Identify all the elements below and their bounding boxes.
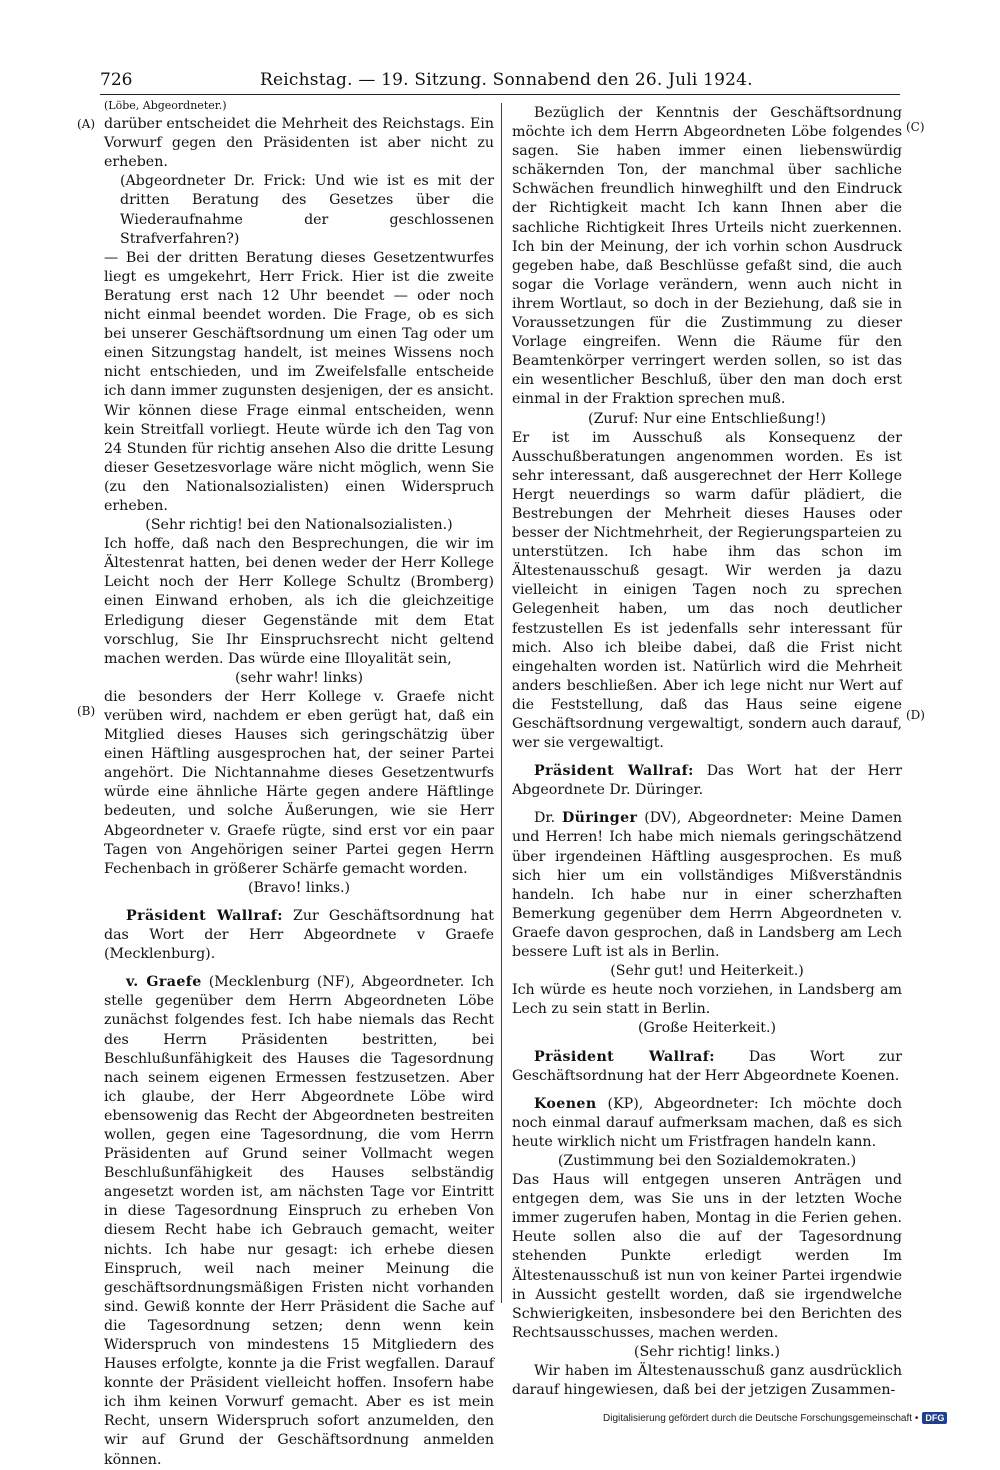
reaction: (Große Heiterkeit.) <box>637 1020 777 1037</box>
reaction: (Bravo! links.) <box>247 879 351 896</box>
speaker-name: Präsident Wallraf: <box>534 1048 715 1065</box>
speech <box>104 973 494 1469</box>
statement-text: Das Wort hat der Herr Abgeordnete Dr. Düringer. <box>512 763 902 799</box>
speaker-name: Präsident Wallraf: <box>534 763 694 780</box>
speech <box>512 809 902 962</box>
speaker-intro: (Mecklenburg (NF), Abgeordneter. <box>208 974 465 991</box>
column-divider <box>501 103 502 1303</box>
paragraph: — Bei der dritten Beratung dieses Gesetzentwurfes liegt es umgekehrt, Herr Frick. Hier ist die zweite Beratung erst nach 12 Uhr beendet — oder noch nicht einmal beendet worden. Die Frage, ob es sich bei unserer Geschäftsordnung um einen Tag oder um einen Sitzungstag handelt, ist meines Wissens noch nicht entschieden, und im Zweifelsfalle entscheide ich dann immer zugunsten desjenigen, der es ansicht. Wir können diese Frage einmal entscheiden, wenn kein Streitfall vorliegt. Heute würde ich den Tag von 24 Stunden für richtig ansehen Also die dritte Lesung dieser Gesetzesvorlage wäre nicht möglich, wenn Sie (zu den Nationalsozialisten) einen Widerspruch erheben. <box>104 249 494 514</box>
speech-text: Ich möchte doch noch einmal darauf aufmerksam machen, daß es sich heute wirklich nicht um Fristfragen handeln kann. <box>512 1095 903 1150</box>
reaction: (Zustimmung bei den Sozialdemokraten.) <box>557 1152 857 1169</box>
speaker-tag: (Löbe, Abgeordneter.) <box>104 99 227 112</box>
speech-text: Meine Damen und Herren! Ich habe mich niemals geringschätzend über irgendeinen Häftling ausgesprochen. Es muß sich hier um ein vollständiges Mißverständnis handeln. Ich habe nur in einer scherzhaften Bemerkung gegenüber dem Herrn Abgeordneten v. Graefe davon gesprochen, daß in Landsberg am Lech bessere Luft ist als in Berlin. <box>512 810 902 961</box>
reaction: (Sehr richtig! links.) <box>633 1343 781 1360</box>
statement-text: Das Wort zur Geschäftsordnung hat der Herr Abgeordnete Koenen. <box>512 1048 902 1084</box>
paragraph: darüber entscheidet die Mehrheit des Reichstags. Ein Vorwurf gegen den Präsidenten ist aber nicht zu erheben. <box>104 116 494 171</box>
statement-text: Zur Geschäftsordnung hat das Wort der Herr Abgeordnete v Graefe (Mecklenburg). <box>104 907 494 963</box>
digitization-footer <box>603 1412 947 1424</box>
paragraph: Das Haus will entgegen unseren Anträgen und entgegen dem, was Sie uns in der letzten Woche immer zugerufen haben, Montag in die Ferien gehen. Heute sollen also die auf der Tagesordnung stehenden Punkte erledigt werden Im Ältestenausschuß ist nun von keiner Partei irgendwie in Aussicht gestellt worden, daß sie irgendwelche Schwierigkeiten, insbesondere bei den Berichten des Rechtsausschusses, machen werden. <box>512 1172 902 1341</box>
speaker-name: Koenen <box>534 1095 597 1112</box>
paragraph: Ich hoffe, daß nach den Besprechungen, die wir im Ältestenrat hatten, bei denen weder der Herr Kollege Leicht noch der Herr Kollege Schultz (Bromberg) einen Einwand erhoben, als ich die gleichzeitige Erledigung dieser Gegenstände mit dem Etat vorschlug, Sie Ihr Einspruchsrecht nicht geltend machen werden. Das würde eine Illoyalität sein, <box>104 536 494 667</box>
paragraph: die besonders der Herr Kollege v. Graefe nicht verüben wird, nachdem er eben gerügt hat, daß ein Mitglied dieses Hauses sich geringschätzig über einen Häftling ausgesprochen hat, der seiner Partei angehört. Die Nichtannahme dieses Gesetzentwurfs würde eine ähnliche Härte gegen andere Häftlinge bedeuten, und solche Äußerungen, wie sie Herr Abgeordneter v. Graefe rügte, sind erst vor ein paar Tagen von Angehörigen seiner Partei gegen Herrn Fechenbach in größerer Schärfe gemacht worden. <box>104 688 494 877</box>
page-header <box>100 68 900 95</box>
paragraph: Wir haben im Ältestenausschuß ganz ausdrücklich darauf hingewiesen, daß bei der jetzigen Zusammen- <box>512 1363 902 1399</box>
dfg-logo: DFG <box>922 1412 947 1424</box>
right-column <box>512 96 902 1400</box>
president-statement <box>512 762 902 800</box>
speech-text: Ich stelle gegenüber dem Herrn Abgeordneten Löbe zunächst folgendes fest. Ich habe niemals das Recht des Herrn Präsidenten bestritten, bei Beschlußunfähigkeit des Hauses die Tagesordnung nach seinem eigenen Ermessen festzusetzen. Aber ich glaube, der Herr Abgeordnete Löbe wird ebensowenig das Recht der Abgeordneten bestreiten wollen, gegen eine Tagesordnung, die vom Herrn Präsidenten auf Grund seiner Vollmacht wegen Beschlußunfähigkeit des Hauses selbständig angesetzt worden ist, am nächsten Tage vor Eintritt in diese Tagesordnung Einspruch zu erheben Von diesem Recht habe ich Gebrauch gemacht, weiter nichts. Ich habe nur gesagt: ich erhebe diesen Einspruch, weil nach meiner Meinung die geschäftsordnungsmäßigen Fristen nicht vorhanden sind. Gewiß konnte der Herr Präsident die Sache auf die Tagesordnung setzen; denn wenn kein Widerspruch von mindestens 15 Mitgliedern des Hauses erfolgte, konnte ja die Frist wegfallen. Darauf konnte der Präsident vielleicht hoffen. Insofern habe ich ihm keinen Vorwurf gemacht. Aber es ist mein Recht, unsern Widerspruch sofort anzumelden, den wir auf Grund der Geschäftsordnung anmelden können. <box>104 974 494 1468</box>
speaker-name: Düringer <box>561 810 638 827</box>
speaker-intro: (DV), Abgeordneter: <box>644 810 793 827</box>
margin-mark-d: (D) <box>906 708 925 722</box>
left-column <box>104 96 494 1470</box>
paragraph: Er ist im Ausschuß als Konsequenz der Ausschußberatungen angenommen worden. Es ist sehr interessant, daß ausgerechnet der Herr Kollege Hergt neuerdings so warm dafür plädiert, die Bestrebungen der Mehrheit dieses Hauses oder besser der Nichtmehrheit, der Regierungsparteien zu unterstützen. Ich habe ihm das schon im Ältestenausschuß gesagt. Wir werden ja dazu vielleicht in einigen Tagen noch zu sprechen Gelegenheit haben, um das noch deutlicher festzustellen Es ist jedenfalls sehr interessant für mich. Also ich bleibe dabei, daß die Frist nicht eingehalten worden ist. Natürlich wird die Mehrheit anders beschließen. Aber ich lege nicht nur Wert auf die Feststellung, daß das Haus seine eigene Geschäftsordnung vergewaltigt, sondern auch darauf, wer sie vergewaltigt. <box>512 429 902 752</box>
page-number: 726 <box>100 70 133 90</box>
speaker-title: Dr. <box>534 810 556 827</box>
reaction: (Sehr richtig! bei den Nationalsozialisten.) <box>145 517 453 534</box>
interjection: (Abgeordneter Dr. Frick: Und wie ist es mit der dritten Beratung des Gesetzes über die Wiederaufnahme der geschlossenen Strafverfahren?) <box>120 173 494 247</box>
running-title: Reichstag. — 19. Sitzung. Sonnabend den 26. Juli 1924. <box>260 70 753 90</box>
reaction: (sehr wahr! links) <box>235 669 363 686</box>
interjection: (Zuruf: Nur eine Entschließung!) <box>588 410 826 427</box>
speaker-name: v. Graefe <box>126 974 202 991</box>
president-statement <box>512 1048 902 1086</box>
margin-mark-b: (B) <box>77 704 96 718</box>
president-statement <box>104 907 494 964</box>
margin-mark-a: (A) <box>77 117 96 131</box>
speech <box>512 1095 902 1152</box>
margin-mark-c: (C) <box>906 120 925 134</box>
footer-text: Digitalisierung gefördert durch die Deutsche Forschungsgemeinschaft • <box>603 1412 919 1424</box>
reaction: (Sehr gut! und Heiterkeit.) <box>610 963 804 980</box>
paragraph: Ich würde es heute noch vorziehen, in Landsberg am Lech zu sein statt in Berlin. <box>512 982 902 1018</box>
speaker-name: Präsident Wallraf: <box>126 907 283 924</box>
paragraph: Bezüglich der Kenntnis der Geschäftsordnung möchte ich dem Herrn Abgeordneten Löbe folgendes sagen. Sie haben immer einen liebenswürdig schäkernden Ton, der manchmal über sachliche Schwächen freundlich hinweghilft und den Eindruck der Richtigkeit macht Ich kann Ihnen aber die sachliche Richtigkeit Ihres Urteils nicht zuerkennen. Ich bin der Meinung, der ich vorhin schon Ausdruck gegeben habe, daß Beschlüsse gefaßt sind, die auch sogar die Vorlage verändern, wenn auch nicht in ihrem Wortlaut, so doch in der Beziehung, daß sie in Voraussetzungen für die Zustimmung zu dieser Vorlage eingreifen. Wenn die Räume für den Beamtenkörper verringert werden sollen, so ist das ein wesentlicher Beschluß, über den man doch erst einmal in der Fraktion sprechen muß. <box>512 105 902 408</box>
speaker-intro: (KP), Abgeordneter: <box>607 1095 759 1112</box>
